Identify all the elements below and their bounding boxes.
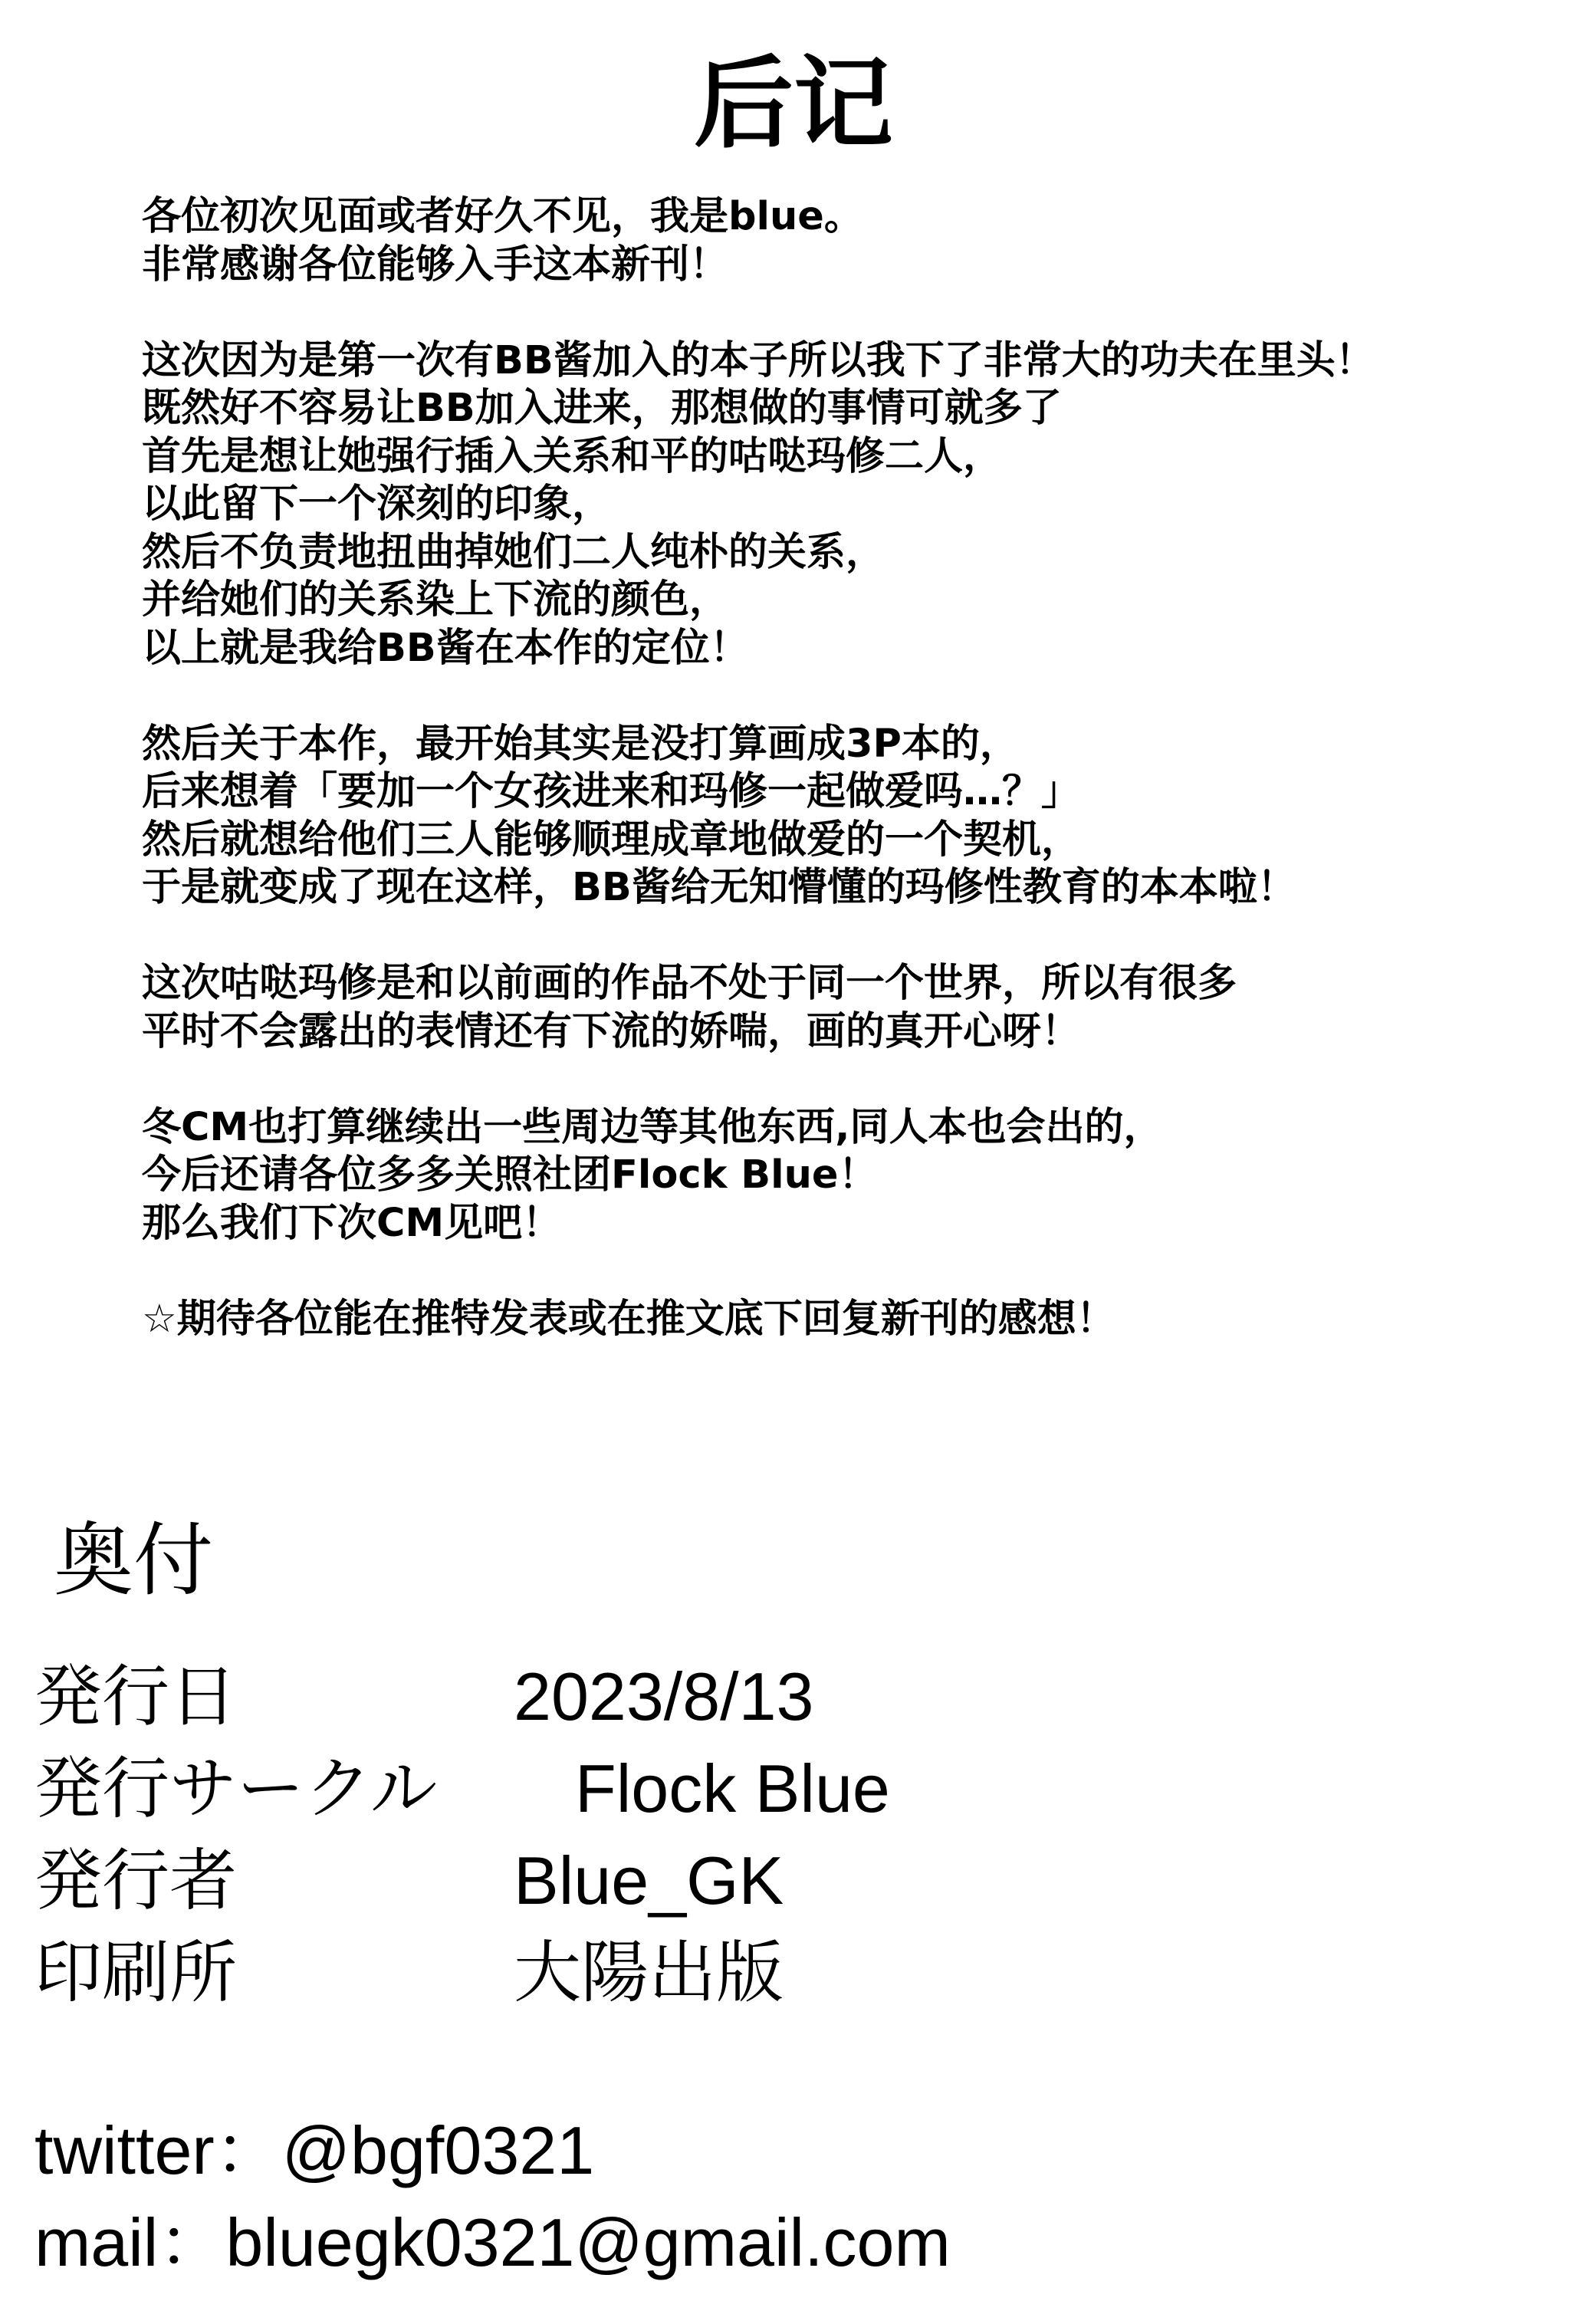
afterword-paragraph: [142, 1296, 1568, 1344]
afterword-line: 这次咕哒玛修是和以前画的作品不处于同一个世界，所以有很多: [142, 961, 1237, 1006]
afterword-line: 然后关于本作，最开始其实是没打算画成3P本的，: [142, 721, 1019, 767]
afterword-line: 各位初次见面或者好久不见，我是blue。: [142, 194, 863, 239]
afterword-body: [142, 193, 1568, 1343]
colophon-value: Flock Blue: [575, 1750, 890, 1826]
twitter-contact: [34, 2109, 594, 2193]
colophon-row-circle: [34, 1747, 1184, 1831]
afterword-line: 于是就变成了现在这样，BB酱给无知懵懂的玛修性教育的本本啦！: [142, 865, 1296, 910]
afterword-line: 然后不负责地扭曲掉她们二人纯朴的关系，: [142, 529, 886, 575]
afterword-line: 平时不会露出的表情还有下流的娇喘，画的真开心呀！: [142, 1008, 1081, 1054]
separator: ：: [214, 2111, 282, 2190]
afterword-line: 后来想着「要加一个女孩进来和玛修一起做爱吗…？」: [142, 769, 1081, 814]
afterword-line: 非常感谢各位能够入手这本新刊！: [142, 242, 729, 288]
afterword-line: ☆期待各位能在推特发表或在推文底下回复新刊的感想！: [142, 1296, 1116, 1342]
twitter-handle: @bgf0321: [281, 2112, 595, 2188]
afterword-line: 那么我们下次CM见吧！: [142, 1200, 562, 1246]
afterword-line: 以此留下一个深刻的印象，: [142, 482, 612, 527]
afterword-line: 首先是想让她强行插入关系和平的咕哒玛修二人，: [142, 433, 1003, 479]
mail-address: bluegk0321@gmail.com: [225, 2204, 951, 2280]
afterword-paragraph: [142, 337, 1568, 673]
colophon-value: 2023/8/13: [514, 1658, 814, 1734]
colophon-row-publisher: [34, 1839, 1184, 1923]
colophon-label: 発行サークル: [34, 1749, 438, 1828]
twitter-label: twitter: [34, 2112, 215, 2188]
afterword-paragraph: [142, 960, 1568, 1056]
colophon-label: 発行者: [34, 1841, 238, 1920]
page-title: 后记: [693, 45, 893, 162]
afterword-line: 这次因为是第一次有BB酱加入的本子所以我下了非常大的功夫在里头！: [142, 337, 1375, 383]
colophon-value: Blue_GK: [514, 1842, 784, 1918]
afterword-paragraph: [142, 721, 1568, 912]
colophon-value: 大陽出版: [514, 1933, 784, 2012]
colophon-label: 発行日: [34, 1657, 238, 1736]
colophon-row-publish-date: [34, 1655, 1184, 1739]
separator: ：: [158, 2203, 226, 2282]
afterword-line: 既然好不容易让BB加入进来，那想做的事情可就多了: [142, 386, 1062, 431]
afterword-paragraph: [142, 1104, 1568, 1248]
afterword-paragraph: [142, 193, 1568, 289]
mail-contact: [34, 2201, 951, 2285]
afterword-line: 然后就想给他们三人能够顺理成章地做爱的一个契机，: [142, 817, 1081, 863]
afterword-line: 以上就是我给BB酱在本作的定位！: [142, 625, 749, 671]
colophon-label: 印刷所: [34, 1933, 238, 2012]
mail-label: mail: [34, 2204, 159, 2280]
afterword-line: 并给她们的关系染上下流的颜色，: [142, 577, 729, 623]
colophon-row-printer: [34, 1931, 1184, 2015]
colophon-heading: 奥付: [54, 1514, 214, 1607]
afterword-line: 今后还请各位多多关照社团Flock Blue！: [142, 1152, 878, 1198]
afterword-line: 冬CM也打算继续出一些周边等其他东西,同人本也会出的，: [142, 1104, 1163, 1150]
